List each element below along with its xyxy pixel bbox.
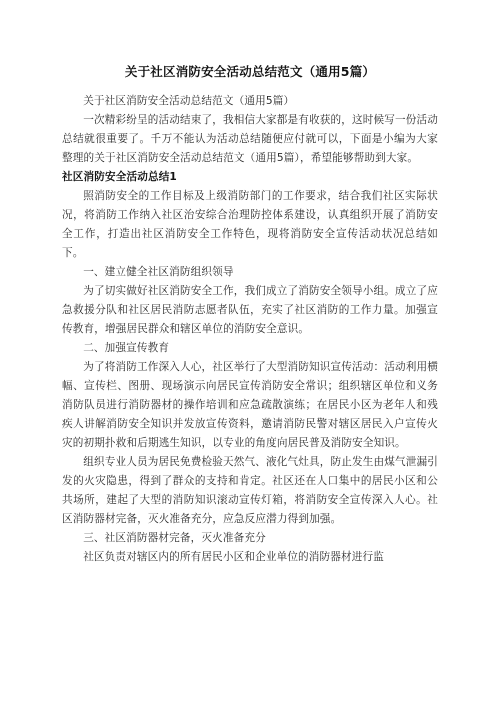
- paragraph: 一次精彩纷呈的活动结束了，我相信大家都是有收获的，这时候写一份活动总结就很重要了。千万不能认为活动总结随便应付就可以，下面是小编为大家整理的关于社区消防安全活动总结范文（通用5篇），希望能够帮助到大家。: [62, 114, 438, 164]
- paragraph: 为了将消防工作深入人心，社区举行了大型消防知识宣传活动：活动利用横幅、宣传栏、图册、现场演示向居民宣传消防安全常识；组织辖区单位和义务消防队员进行消防器材的操作培训和应急疏散演练；在居民小区为老年人和残疾人讲解消防安全知识并发放宣传资料，邀请消防民警对辖区居民入户宣传火灾的初期扑救和后期逃生知识，以专业的角度向居民普及消防安全知识。: [62, 361, 438, 449]
- paragraph: 照消防安全的工作目标及上级消防部门的工作要求，结合我们社区实际状况，将消防工作纳入社区治安综合治理防控体系建设，认真组织开展了消防安全工作，打造出社区消防安全工作特色，现将消防安全宣传活动状况总结如下。: [62, 190, 438, 259]
- document-title: 关于社区消防安全活动总结范文（通用5篇）: [124, 64, 376, 79]
- document-body: [62, 92, 438, 567]
- paragraph: 为了切实做好社区消防安全工作，我们成立了消防安全领导小组。成立了应急救援分队和社区居民消防志愿者队伍，充实了社区消防的工作力量。加强宣传教育，增强居民群众和辖区单位的消防安全意识。: [62, 285, 438, 335]
- paragraph: 一、建立健全社区消防组织领导: [83, 266, 234, 278]
- paragraph: 关于社区消防安全活动总结范文（通用5篇）: [83, 95, 295, 107]
- paragraph: 社区负责对辖区内的所有居民小区和企业单位的消防器材进行监: [83, 551, 385, 563]
- paragraph: 组织专业人员为居民免费检验天然气、液化气灶具，防止发生由煤气泄漏引发的火灾隐患，得到了群众的支持和肯定。社区还在人口集中的居民小区和公共场所，建起了大型的消防知识滚动宣传灯箱，将消防安全宣传深入人心。社区消防器材完备，灭火准备充分，应急反应潜力得到加强。: [62, 456, 438, 525]
- section-heading: 社区消防安全活动总结1: [62, 171, 177, 183]
- paragraph: 二、加强宣传教育: [83, 342, 170, 354]
- paragraph: 三、社区消防器材完备，灭火准备充分: [83, 532, 266, 544]
